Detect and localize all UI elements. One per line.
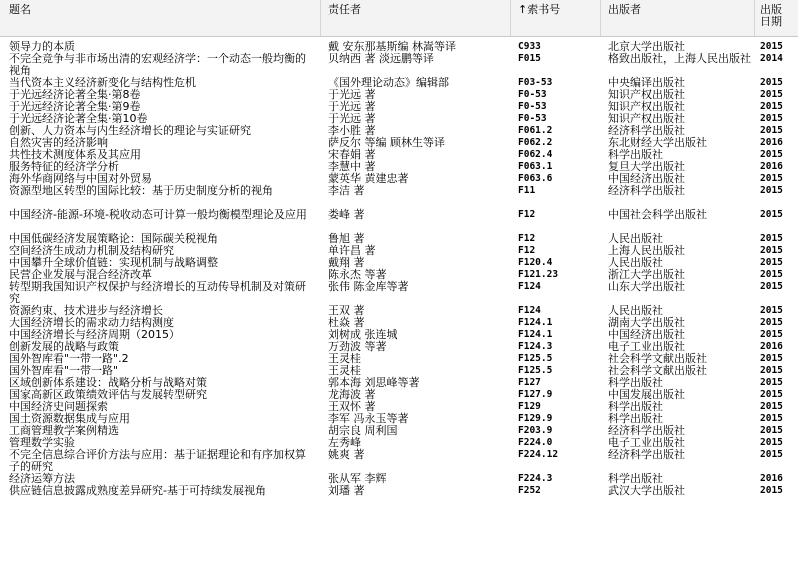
cell-author: 王双怀 著 (328, 400, 376, 413)
cell-title: 国土资源数据集成与应用 (9, 412, 130, 425)
cell-author: 蒙英华 黄建忠著 (328, 172, 409, 185)
cell-publisher: 浙江大学出版社 (608, 268, 685, 281)
cell-author: 姚爽 著 (328, 448, 365, 461)
cell-call-number: F121.23 (518, 269, 559, 280)
cell-author: 陈永杰 等著 (328, 268, 387, 281)
cell-publisher: 中国经济出版社 (608, 328, 685, 341)
cell-call-number: F127 (518, 377, 541, 388)
cell-year: 2015 (760, 269, 783, 280)
cell-title: 创新、人力资本与内生经济增长的理论与实证研究 (9, 124, 251, 137)
cell-author: 张伟 陈金库等著 (328, 280, 409, 293)
cell-call-number: F125.5 (518, 365, 553, 376)
cell-year: 2015 (760, 317, 783, 328)
column-header-year[interactable]: 出版日期 (760, 3, 782, 28)
table-header (0, 0, 798, 37)
cell-call-number: F11 (518, 185, 536, 196)
cell-title: 国外智库看"一带一路".2 (9, 352, 129, 365)
cell-publisher: 社会科学文献出版社 (608, 364, 707, 377)
cell-title: 于光远经济论著全集·第10卷 (9, 112, 148, 125)
cell-publisher: 经济科学出版社 (608, 184, 685, 197)
cell-year: 2015 (760, 173, 783, 184)
cell-publisher: 知识产权出版社 (608, 88, 685, 101)
cell-title: 国外智库看"一带一路" (9, 364, 119, 377)
cell-call-number: F125.5 (518, 353, 553, 364)
cell-author: 李军 冯永玉等著 (328, 412, 409, 425)
cell-publisher: 科学出版社 (608, 376, 663, 389)
cell-year: 2015 (760, 185, 783, 196)
cell-year: 2015 (760, 257, 783, 268)
table-row[interactable] (0, 185, 798, 197)
cell-publisher: 复旦大学出版社 (608, 160, 685, 173)
cell-year: 2016 (760, 137, 783, 148)
cell-publisher: 人民出版社 (608, 256, 663, 269)
cell-author: 于光远 著 (328, 88, 376, 101)
cell-title: 中国攀升全球价值链：实现机制与战略调整 (9, 256, 218, 269)
cell-title: 不完全竞争与非市场出清的宏观经济学：一个动态一般均衡的视角 (9, 52, 306, 77)
cell-call-number: F0-53 (518, 101, 547, 112)
cell-title: 空间经济生成动力机制及结构研究 (9, 244, 174, 257)
cell-call-number: F203.9 (518, 425, 553, 436)
cell-author: 郭本海 刘思峰等著 (328, 376, 420, 389)
cell-year: 2015 (760, 449, 783, 460)
cell-title: 于光远经济论著全集·第8卷 (9, 88, 141, 101)
cell-author: 王灵桂 (328, 352, 361, 365)
cell-title: 供应链信息披露成熟度差异研究-基于可持续发展视角 (9, 484, 266, 497)
cell-title: 经济运筹方法 (9, 472, 75, 485)
cell-title: 中国经济增长与经济周期（2015） (9, 328, 180, 341)
cell-call-number: F12 (518, 245, 536, 256)
cell-year: 2015 (760, 425, 783, 436)
table-row[interactable] (0, 280, 798, 305)
cell-year: 2015 (760, 89, 783, 100)
cell-year: 2015 (760, 389, 783, 400)
cell-call-number: F03-53 (518, 77, 553, 88)
cell-title: 海外华商网络与中国对外贸易 (9, 172, 152, 185)
cell-call-number: F127.9 (518, 389, 553, 400)
cell-author: 鲁旭 著 (328, 232, 365, 245)
cell-call-number: F063.1 (518, 161, 553, 172)
cell-title: 工商管理教学案例精选 (9, 424, 119, 437)
cell-year: 2015 (760, 485, 783, 496)
cell-publisher: 科学出版社 (608, 148, 663, 161)
cell-author: 胡宗良 周利国 (328, 424, 398, 437)
cell-publisher: 东北财经大学出版社 (608, 136, 707, 149)
cell-publisher: 经济科学出版社 (608, 424, 685, 437)
cell-title: 区域创新体系建设：战略分析与战略对策 (9, 376, 207, 389)
cell-year: 2015 (760, 437, 783, 448)
cell-author: 杜焱 著 (328, 316, 365, 329)
cell-publisher: 中国发展出版社 (608, 388, 685, 401)
cell-call-number: F124 (518, 305, 541, 316)
cell-call-number: F063.6 (518, 173, 553, 184)
cell-year: 2015 (760, 233, 783, 244)
cell-author: 萨反尔 等编 顾林生等译 (328, 136, 445, 149)
cell-publisher: 人民出版社 (608, 232, 663, 245)
cell-title: 中国经济-能源-环境-税收动态可计算一般均衡模型理论及应用 (9, 208, 307, 221)
cell-call-number: F0-53 (518, 89, 547, 100)
cell-author: 贝纳西 著 淡远鹏等译 (328, 52, 434, 65)
cell-call-number: F120.4 (518, 257, 553, 268)
cell-call-number: F0-53 (518, 113, 547, 124)
cell-author: 李慧中 著 (328, 160, 376, 173)
cell-author: 王灵桂 (328, 364, 361, 377)
cell-publisher: 武汉大学出版社 (608, 484, 685, 497)
column-header-call-number[interactable] (518, 4, 560, 16)
cell-call-number: C933 (518, 41, 541, 52)
cell-author: 左秀峰 (328, 436, 361, 449)
cell-publisher: 科学出版社 (608, 412, 663, 425)
cell-author: 刘树成 张连城 (328, 328, 398, 341)
cell-title: 资源型地区转型的国际比较：基于历史制度分析的视角 (9, 184, 273, 197)
cell-title: 中国低碳经济发展策略论：国际碳关税视角 (9, 232, 218, 245)
cell-year: 2015 (760, 401, 783, 412)
cell-author: 李小胜 著 (328, 124, 376, 137)
cell-author: 万劲波 等著 (328, 340, 387, 353)
cell-call-number: F124 (518, 281, 541, 292)
table-row[interactable] (0, 209, 798, 221)
cell-author: 于光远 著 (328, 100, 376, 113)
cell-title: 国家高新区政策绩效评估与发展转型研究 (9, 388, 207, 401)
cell-year: 2015 (760, 413, 783, 424)
cell-author: 王双 著 (328, 304, 365, 317)
cell-author: 于光远 著 (328, 112, 376, 125)
cell-year: 2015 (760, 377, 783, 388)
cell-publisher: 中国经济出版社 (608, 172, 685, 185)
cell-author: 单许昌 著 (328, 244, 376, 257)
table-row[interactable] (0, 52, 798, 77)
cell-title: 服务特征的经济学分析 (9, 160, 119, 173)
cell-title: 共性技术测度体系及其应用 (9, 148, 141, 161)
cell-title: 转型期我国知识产权保护与经济增长的互动传导机制及对策研究 (9, 280, 306, 305)
cell-title: 管理数学实验 (9, 436, 75, 449)
cell-title: 中国经济史问题探索 (9, 400, 108, 413)
cell-title: 自然灾害的经济影响 (9, 136, 108, 149)
cell-call-number: F224.0 (518, 437, 553, 448)
cell-title: 领导力的本质 (9, 40, 75, 53)
cell-publisher: 知识产权出版社 (608, 112, 685, 125)
cell-year: 2015 (760, 113, 783, 124)
cell-author: 李洁 著 (328, 184, 365, 197)
cell-publisher: 电子工业出版社 (608, 340, 685, 353)
sort-ascending-icon: ↑ (518, 3, 528, 16)
cell-call-number: F224.3 (518, 473, 553, 484)
cell-title: 资源约束、技术进步与经济增长 (9, 304, 163, 317)
cell-year: 2015 (760, 209, 783, 220)
column-divider[interactable] (320, 0, 321, 36)
cell-publisher: 经济科学出版社 (608, 124, 685, 137)
cell-year: 2016 (760, 161, 783, 172)
cell-publisher: 知识产权出版社 (608, 100, 685, 113)
cell-call-number: F015 (518, 53, 541, 64)
cell-year: 2015 (760, 329, 783, 340)
cell-call-number: F12 (518, 233, 536, 244)
cell-publisher: 中国社会科学出版社 (608, 208, 707, 221)
call-number-label: 索书号 (527, 3, 561, 16)
column-header-title[interactable]: 题名 (9, 3, 31, 16)
cell-year: 2015 (760, 245, 783, 256)
cell-call-number: F252 (518, 485, 541, 496)
cell-title: 创新发展的战略与政策 (9, 340, 119, 353)
cell-year: 2015 (760, 281, 783, 292)
cell-call-number: F224.12 (518, 449, 559, 460)
cell-year: 2015 (760, 101, 783, 112)
cell-year: 2015 (760, 365, 783, 376)
cell-author: 宋春娟 著 (328, 148, 376, 161)
cell-author: 戴 安东那基斯编 林嵩等译 (328, 40, 456, 53)
cell-year: 2015 (760, 41, 783, 52)
cell-year: 2015 (760, 77, 783, 88)
cell-call-number: F129 (518, 401, 541, 412)
cell-year: 2016 (760, 341, 783, 352)
cell-title: 当代资本主义经济新变化与结构性危机 (9, 76, 196, 89)
cell-title: 民营企业发展与混合经济改革 (9, 268, 152, 281)
column-divider[interactable] (600, 0, 601, 36)
cell-publisher: 经济科学出版社 (608, 448, 685, 461)
cell-call-number: F124.1 (518, 329, 553, 340)
cell-call-number: F062.4 (518, 149, 553, 160)
cell-author: 龙海波 著 (328, 388, 376, 401)
table-row[interactable] (0, 485, 798, 497)
cell-year: 2016 (760, 473, 783, 484)
column-header-publisher[interactable]: 出版者 (608, 3, 641, 16)
cell-year: 2015 (760, 305, 783, 316)
cell-publisher: 上海人民出版社 (608, 244, 685, 257)
cell-author: 张从军 李辉 (328, 472, 387, 485)
table-row[interactable] (0, 448, 798, 473)
cell-publisher: 格致出版社，上海人民出版社 (608, 52, 751, 65)
cell-publisher: 科学出版社 (608, 400, 663, 413)
table-row[interactable] (0, 389, 798, 401)
cell-call-number: F12 (518, 209, 536, 220)
cell-year: 2015 (760, 149, 783, 160)
cell-author: 《国外理论动态》编辑部 (328, 76, 449, 89)
cell-publisher: 社会科学文献出版社 (608, 352, 707, 365)
cell-publisher: 中央编译出版社 (608, 76, 685, 89)
cell-publisher: 科学出版社 (608, 472, 663, 485)
cell-publisher: 电子工业出版社 (608, 436, 685, 449)
cell-author: 刘璠 著 (328, 484, 365, 497)
cell-call-number: F129.9 (518, 413, 553, 424)
cell-publisher: 北京大学出版社 (608, 40, 685, 53)
cell-call-number: F124.3 (518, 341, 553, 352)
cell-call-number: F124.1 (518, 317, 553, 328)
cell-author: 娄峰 著 (328, 208, 365, 221)
cell-year: 2015 (760, 125, 783, 136)
column-divider[interactable] (510, 0, 511, 36)
column-header-author[interactable]: 责任者 (328, 3, 361, 16)
cell-call-number: F062.2 (518, 137, 553, 148)
cell-publisher: 湖南大学出版社 (608, 316, 685, 329)
cell-year: 2015 (760, 353, 783, 364)
column-divider[interactable] (754, 0, 755, 36)
cell-title: 于光远经济论著全集·第9卷 (9, 100, 141, 113)
cell-author: 戴翔 著 (328, 256, 365, 269)
cell-publisher: 山东大学出版社 (608, 280, 685, 293)
cell-title: 不完全信息综合评价方法与应用：基于证据理论和有序加权算子的研究 (9, 448, 306, 473)
cell-year: 2014 (760, 53, 783, 64)
cell-title: 大国经济增长的需求动力结构测度 (9, 316, 174, 329)
cell-call-number: F061.2 (518, 125, 553, 136)
cell-publisher: 人民出版社 (608, 304, 663, 317)
